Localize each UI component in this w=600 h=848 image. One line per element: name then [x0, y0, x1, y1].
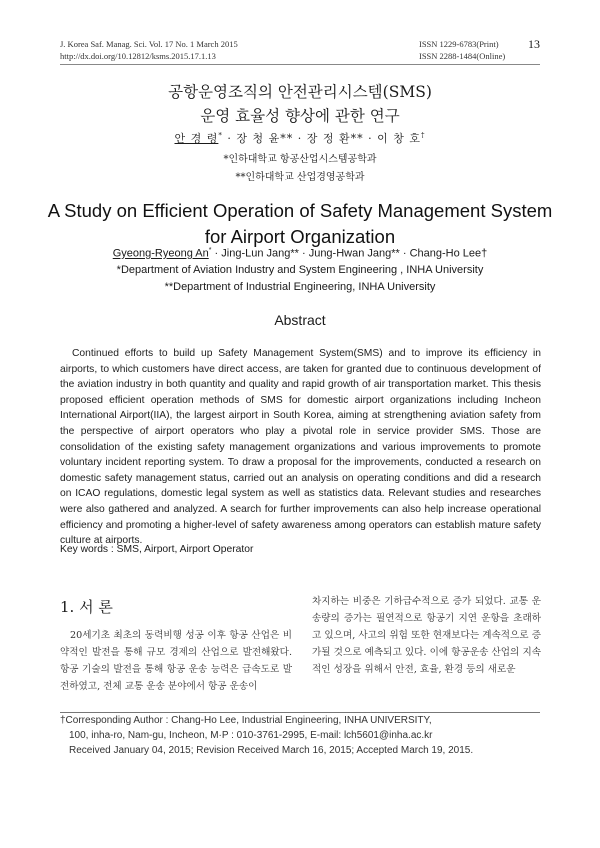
- korean-author-1: 안 경 령: [174, 132, 219, 145]
- korean-title-line2: 운영 효율성 향상에 관한 연구: [200, 107, 400, 125]
- korean-title: [0, 80, 600, 128]
- english-authors-rest: · Jing-Lun Jang** · Jung-Hwan Jang** · Chang-Ho Lee†: [211, 247, 488, 260]
- korean-affiliation-1: *인하대학교 항공산업시스템공학과: [223, 154, 377, 165]
- english-title-line2: for Airport Organization: [204, 226, 396, 247]
- korean-title-line1: 공항운영조직의 안전관리시스템(SMS): [168, 83, 432, 101]
- header-rule: [60, 64, 540, 65]
- english-title-line1: A Study on Efficient Operation of Safety Management System: [47, 200, 553, 221]
- abstract-text: Continued efforts to build up Safety Management System(SMS) and to improve its efficiency in airports, to which customers have direct access, are taken for granted due to continuous development of the aviation industry in both quantity and quality and rapid growth of air transportation market. This thesis proposed efficient operation methods of SMS for domestic airport organizations including Incheon International Airport(IIA), the largest airport in South Korea, aiming at strengthening aviation safety from the perspective of airport operators who play a pivotal role in service provider SMS. Those are consolidation of the existing safety management organizations and various improvements to promote voluntary incident reporting system. To draw a proposal for the improvements, conducted a research on domestic safety management status, carried out an analysis on operating conditions and did a research on ICAO regulations, domestic legal system as well as statistics data. Relevant studies and researches were also gathered and analyzed. A search for further improvements can also help increase operational efficiency and promoting a higher-level of safety awareness among operators can establish mature safety culture at airports.: [60, 348, 541, 547]
- section-heading: 1. 서 론: [60, 598, 113, 616]
- korean-author-1-mark: *: [218, 131, 223, 140]
- abstract-heading: Abstract: [274, 312, 326, 328]
- korean-author-4: · 이 창 호: [368, 132, 421, 145]
- footnote-corresponding-author: †Corresponding Author : Chang-Ho Lee, Industrial Engineering, INHA UNIVERSITY,: [60, 715, 432, 726]
- body-text-left-column: 20세기초 최초의 동력비행 성공 이후 항공 산업은 비약적인 발전을 통해 규모 경제의 산업으로 발전해왔다. 항공 기술의 발전을 통해 항공 운송 능력은 급속도로 발전하였고, 전체 교통 운송 분야에서 항공 운송이: [60, 630, 292, 692]
- keywords: Key words : SMS, Airport, Airport Operator: [60, 544, 254, 555]
- journal-citation: J. Korea Saf. Manag. Sci. Vol. 17 No. 1 March 2015: [60, 39, 238, 49]
- korean-author-2: · 장 청 윤**: [227, 132, 294, 145]
- issn-block: [419, 38, 505, 62]
- english-author-1-mark: *: [208, 247, 212, 254]
- footnote-rule: [60, 712, 540, 713]
- english-title: [0, 198, 600, 250]
- english-affiliation-2: **Department of Industrial Engineering, INHA University: [164, 281, 436, 293]
- doi-link[interactable]: http://dx.doi.org/10.12812/ksms.2015.17.1.13: [60, 51, 216, 61]
- korean-author-3: · 장 정 환**: [297, 132, 364, 145]
- korean-author-4-mark: †: [421, 131, 426, 140]
- issn-online: ISSN 2288-1484(Online): [419, 51, 506, 61]
- english-author-1: Gyeong-Ryeong An: [112, 247, 209, 260]
- footnote: [60, 714, 550, 758]
- english-affiliation-1: *Department of Aviation Industry and System Engineering , INHA University: [116, 264, 484, 276]
- page-number: 13: [528, 37, 540, 51]
- korean-authors: [0, 130, 600, 146]
- footnote-contact: 100, inha-ro, Nam-gu, Incheon, M·P : 010-3761-2995, E-mail: lch5601@inha.ac.kr: [69, 729, 433, 741]
- body-text-right-column: 차지하는 비중은 기하급수적으로 증가 되었다. 교통 운송량의 증가는 필연적으로 항공기 지연 운항을 초래하고 있으며, 사고의 위험 또한 현재보다는 계속적으로 증가될 것으로 예측되고 있다. 이에 항공운송 산업의 지속적인 성장을 위해서 안전, 효율, 환경 등의 새로운: [312, 596, 541, 675]
- english-authors: [0, 247, 600, 260]
- footnote-dates: Received January 04, 2015; Revision Received March 16, 2015; Accepted March 19, 2015.: [69, 744, 474, 756]
- korean-affiliation-2: **인하대학교 산업경영공학과: [235, 172, 365, 183]
- issn-print: ISSN 1229-6783(Print): [419, 39, 499, 49]
- journal-header: [60, 38, 238, 62]
